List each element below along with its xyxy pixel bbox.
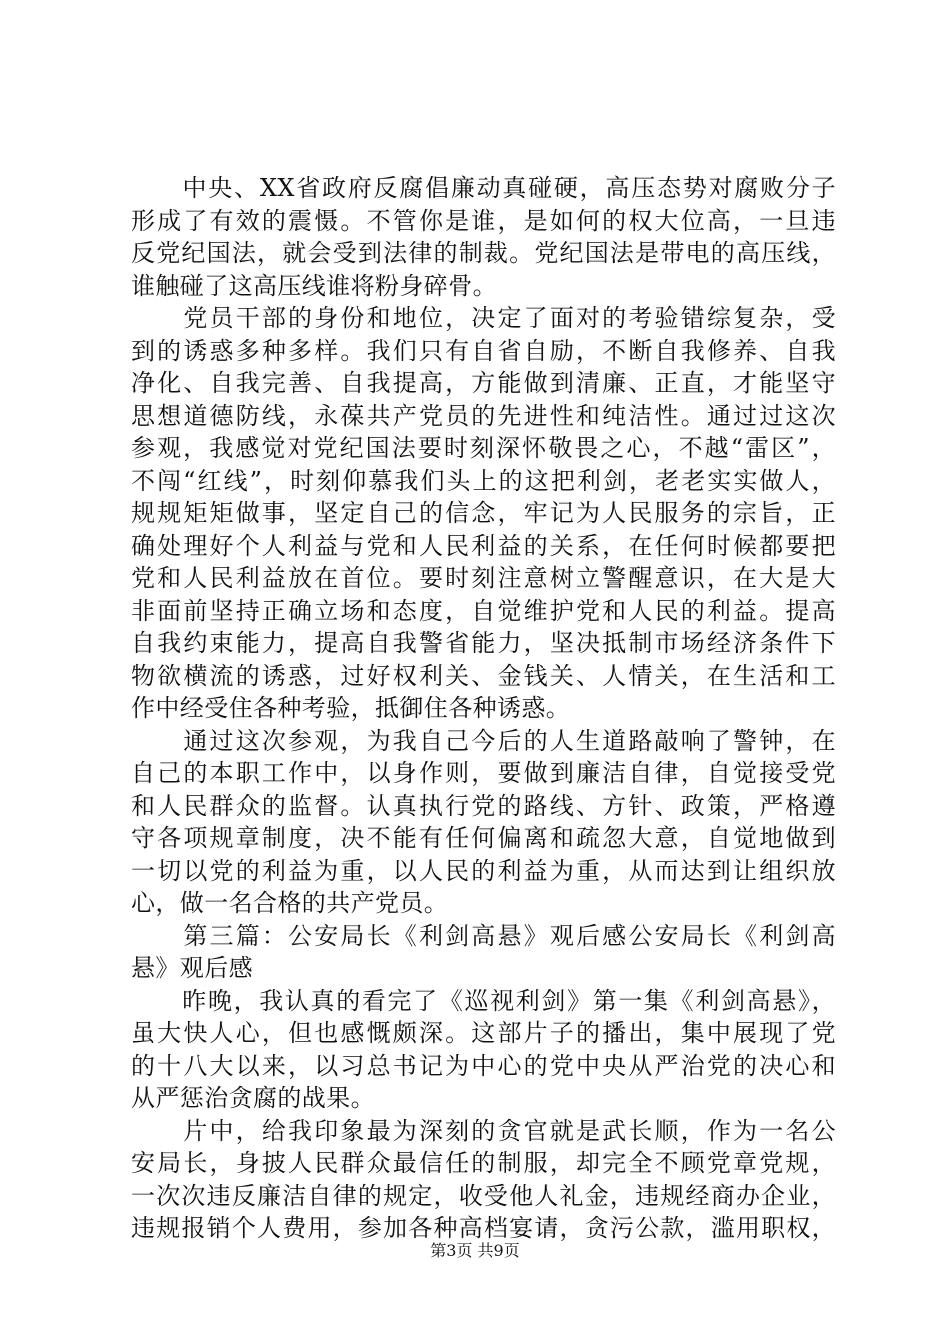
text-line: 党和人民利益放在首位。要时刻注意树立警醒意识，在大是大 [131, 564, 836, 592]
text-line: 参观，我感觉对党纪国法要时刻深怀敬畏之心，不越“雷区”， [131, 434, 836, 462]
text-line: 自我约束能力，提高自我警省能力，坚决抵制市场经济条件下 [131, 629, 836, 657]
text-line: 谁触碰了这高压线谁将粉身碎骨。 [131, 271, 497, 300]
text-line: 非面前坚持正确立场和态度，自觉维护党和人民的利益。提高 [131, 596, 836, 625]
text-line: 确处理好个人利益与党和人民利益的关系，在任何时候都要把 [131, 531, 836, 560]
body-text [131, 172, 836, 1245]
text-line: 自己的本职工作中，以身作则，要做到廉洁自律，自觉接受党 [131, 759, 836, 787]
text-line: 守各项规章制度，决不能有任何偏离和疏忽大意，自觉地做到 [131, 824, 836, 852]
text-line: 虽大快人心，但也感慨颇深。这部片子的播出，集中展现了党 [131, 1019, 836, 1047]
text-line: 作中经受住各种考验，抵御住各种诱惑。 [131, 694, 571, 722]
text-line: 净化、自我完善、自我提高，方能做到清廉、正直，才能坚守 [131, 369, 836, 397]
text-line: 一次次违反廉洁自律的规定，收受他人礼金，违规经商办企业， [131, 1181, 836, 1210]
text-line: 和人民群众的监督。认真执行党的路线、方针、政策，严格遵 [131, 791, 836, 820]
text-line: 不闯“红线”，时刻仰慕我们头上的这把利剑，老老实实做人， [131, 466, 836, 495]
text-line: 党员干部的身份和地位，决定了面对的考验错综复杂，受 [131, 304, 836, 332]
text-line: 思想道德防线，永葆共产党员的先进性和纯洁性。通过过这次 [131, 401, 836, 430]
text-line: 的十八大以来，以习总书记为中心的党中央从严治党的决心和 [131, 1051, 836, 1080]
page-number-footer: 第3页 共9页 [430, 1241, 520, 1260]
text-line: 物欲横流的诱惑，过好权利关、金钱关、人情关，在生活和工 [131, 661, 836, 690]
text-line: 到的诱惑多种多样。我们只有自省自励，不断自我修养、自我 [131, 336, 836, 365]
text-line: 规规矩矩做事，坚定自己的信念，牢记为人民服务的宗旨，正 [131, 499, 836, 527]
text-line: 昨晚，我认真的看完了《巡视利剑》第一集《利剑高悬》， [131, 986, 836, 1015]
section-heading-line: 悬》观后感 [131, 954, 253, 982]
text-line: 安局长，身披人民群众最信任的制服，却完全不顾党章党规， [131, 1149, 836, 1177]
text-line: 形成了有效的震慑。不管你是谁，是如何的权大位高，一旦违 [131, 206, 836, 235]
section-heading-line: 第三篇：公安局长《利剑高悬》观后感公安局长《利剑高 [131, 921, 836, 950]
text-line: 通过这次参观，为我自己今后的人生道路敲响了警钟，在 [131, 726, 836, 755]
text-line: 心，做一名合格的共产党员。 [131, 889, 449, 917]
text-line: 从严惩治贪腐的战果。 [131, 1084, 375, 1112]
text-line: 中央、XX省政府反腐倡廉动真碰硬，高压态势对腐败分子 [131, 174, 836, 202]
text-line: 违规报销个人费用，参加各种高档宴请，贪污公款，滥用职权， [131, 1214, 836, 1242]
text-line: 片中，给我印象最为深刻的贪官就是武长顺，作为一名公 [131, 1116, 836, 1145]
text-line: 反党纪国法，就会受到法律的制裁。党纪国法是带电的高压线， [131, 239, 836, 267]
text-line: 一切以党的利益为重，以人民的利益为重，从而达到让组织放 [131, 856, 836, 885]
